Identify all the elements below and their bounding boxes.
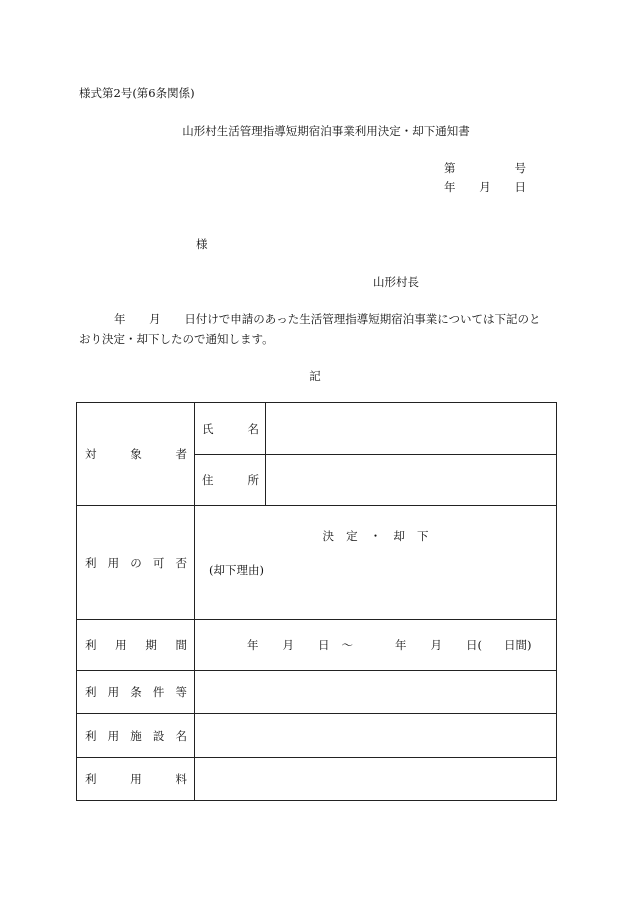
facility-value-cell[interactable] [195, 714, 557, 758]
address-label: 住 所 [202, 473, 259, 487]
reference-dai: 第 [444, 161, 456, 175]
conditions-label-cell [77, 671, 195, 714]
reference-go: 号 [514, 161, 526, 175]
body-text: 日付けで申請のあった生活管理指導短期宿泊事業については下記のと [184, 312, 541, 326]
name-label-cell [195, 403, 266, 455]
target-label: 対 象 者 [85, 447, 187, 461]
address-value-cell[interactable] [266, 455, 557, 506]
form-number-label: 様式第2号(第6条関係) [79, 86, 195, 100]
ki-heading: 記 [309, 369, 321, 383]
reject-reason-label: (却下理由) [209, 563, 264, 577]
document-title: 山形村生活管理指導短期宿泊事業利用決定・却下通知書 [182, 124, 470, 138]
notice-table [76, 402, 557, 801]
period-values: 年 月 日 〜 年 月 日( 日間) [247, 638, 532, 652]
name-value-cell[interactable] [266, 403, 557, 455]
issuer-name: 山形村長 [373, 275, 419, 289]
availability-label-cell [77, 506, 195, 620]
fee-label-cell [77, 758, 195, 801]
availability-label: 利 用 の 可 否 [85, 555, 187, 570]
conditions-label: 利 用 条 件 等 [85, 685, 187, 699]
availability-value-cell[interactable] [195, 506, 557, 620]
target-label-cell [77, 403, 195, 506]
body-month: 月 [149, 312, 161, 326]
reference-number [444, 160, 526, 176]
body-year: 年 [114, 312, 126, 326]
body-line-1 [79, 311, 540, 327]
issue-year: 年 [444, 180, 456, 194]
addressee-honorific: 様 [196, 237, 208, 251]
period-label-cell [77, 620, 195, 671]
address-label-cell [195, 455, 266, 506]
decision-options: 決 定 ・ 却 下 [322, 529, 429, 543]
issue-day: 日 [514, 180, 526, 194]
period-label: 利 用 期 間 [85, 638, 187, 652]
issue-month: 月 [479, 180, 491, 194]
fee-label: 利 用 料 [85, 772, 187, 786]
fee-value-cell[interactable] [195, 758, 557, 801]
facility-label: 利 用 施 設 名 [85, 728, 187, 743]
conditions-value-cell[interactable] [195, 671, 557, 714]
name-label: 氏 名 [202, 421, 259, 436]
period-value-cell[interactable] [195, 620, 557, 671]
issue-date [444, 179, 526, 195]
body-line-2: おり決定・却下したので通知します。 [79, 332, 274, 346]
facility-label-cell [77, 714, 195, 758]
